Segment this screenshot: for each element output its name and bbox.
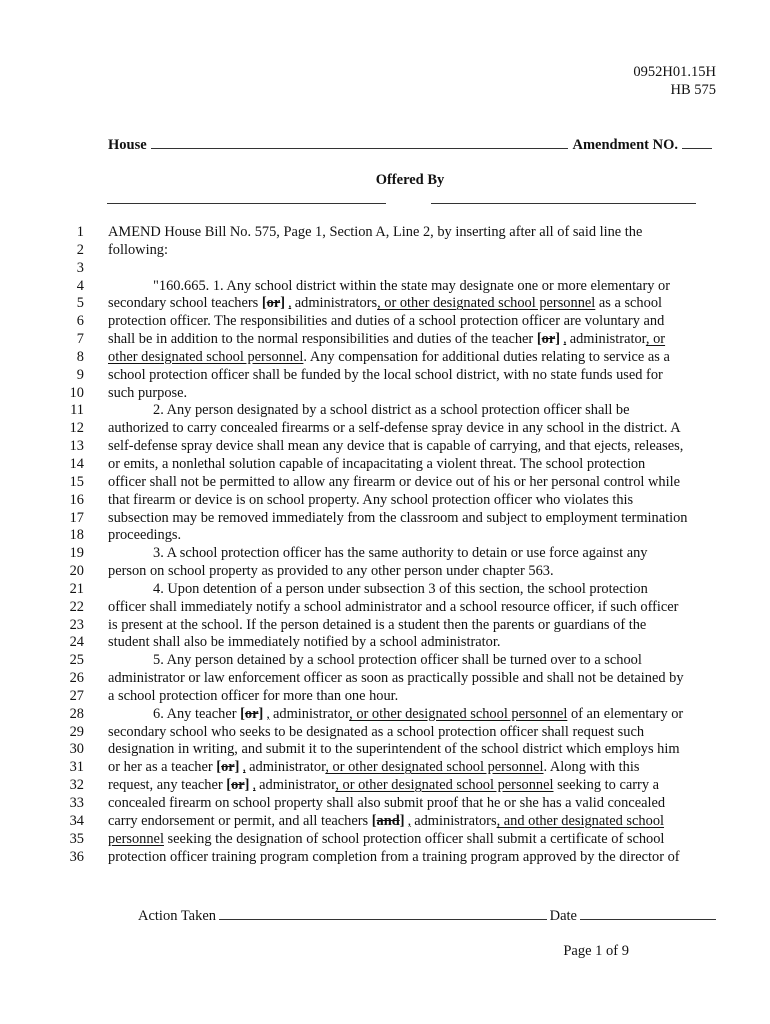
line-number: 11 [70,402,84,419]
offered-by-label: Offered By [375,172,445,188]
body-line [0,849,770,867]
house-label: House [108,137,147,153]
line-number: 18 [69,527,84,544]
line-number: 28 [69,705,84,722]
body-line [0,831,770,849]
body-line [0,295,770,313]
deleted-text: [and] , [371,812,411,829]
body-line [0,402,770,420]
body-line [0,670,770,688]
body-line [0,741,770,759]
line-text: following: [108,241,168,258]
line-number: 8 [76,348,84,365]
inserted-text: , or other designated school personnel [349,705,568,722]
body-line [0,599,770,617]
body-line [0,510,770,528]
body-line [0,313,770,331]
house-amendment-line [108,136,712,154]
line-number: 35 [69,830,84,847]
line-text: such purpose. [108,384,188,401]
bill-number: HB 575 [670,82,716,98]
line-number: 17 [69,509,84,526]
line-number: 26 [69,670,84,687]
body-line [0,385,770,403]
date-blank [580,907,716,920]
inserted-text: , or other designated school personnel [325,759,544,776]
line-text: subsection may be removed immediately from the classroom and subject to employment termination [108,509,688,526]
line-number: 31 [69,759,84,776]
line-text: carry endorsement or permit, and all teachers [and] , administrators, and other designated school [108,812,665,829]
line-text: secondary school who seeks to be designated as a school protection officer shall request such [108,723,645,740]
line-number: 25 [69,652,84,669]
line-number: 7 [76,331,84,348]
body-line [0,652,770,670]
line-text: other designated school personnel. Any compensation for additional duties relating to service as a [108,348,670,365]
line-text: person on school property as provided to any other person under chapter 563. [108,563,554,580]
line-text: personnel seeking the designation of school protection officer shall submit a certificate of school [108,830,665,847]
body-line [0,438,770,456]
bill-code: 0952H01.15H [633,64,716,80]
line-text: concealed firearm on school property shall also submit proof that he or she has a valid concealed [108,795,666,811]
body-line [0,278,770,296]
line-number: 15 [69,473,84,490]
line-number: 2 [76,241,84,258]
line-text: 3. A school protection officer has the same authority to detain or use force against any [153,545,648,562]
line-text: 2. Any person designated by a school district as a school protection officer shall be [153,402,630,419]
body-line [0,634,770,652]
body-line [0,527,770,545]
line-number: 10 [69,384,84,401]
line-number: 21 [69,580,84,597]
inserted-text: personnel [108,830,164,847]
inserted-text: other designated school personnel [108,348,304,365]
house-blank [151,136,569,149]
line-number: 3 [76,259,84,276]
body-line [0,224,770,242]
line-number: 36 [69,848,84,865]
body-line [0,777,770,795]
action-taken-line [138,907,716,925]
line-number: 19 [69,545,84,562]
body-line [0,795,770,813]
line-number: 27 [69,687,84,704]
line-text: that firearm or device is on school property. Any school protection officer who violates this [108,491,634,508]
line-number: 13 [69,438,84,455]
line-number: 34 [69,812,84,829]
line-text: protection officer training program completion from a training program approved by the director of [108,848,680,865]
body-line [0,349,770,367]
line-text: officer shall immediately notify a school administrator and a school resource officer, if such officer [108,598,679,615]
line-number: 20 [69,563,84,580]
line-text: 5. Any person detained by a school protection officer shall be turned over to a school [153,652,642,669]
body-line [0,260,770,278]
body-line [0,420,770,438]
line-text: a school protection officer for more than one hour. [108,687,399,704]
line-number: 6 [76,313,84,330]
page-number: Page 1 of 9 [563,943,629,959]
inserted-text: , or other designated school personnel [377,295,596,312]
date-label: Date [549,908,577,924]
body-line [0,617,770,635]
body-line [0,492,770,510]
line-number: 33 [69,795,84,811]
action-taken-blank [219,907,547,920]
line-text: or emits, a nonlethal solution capable of incapacitating a violent threat. The school protection [108,455,646,472]
line-text: student shall also be immediately notified by a school administrator. [108,634,501,651]
sponsor-signature-line-2 [431,203,696,204]
body-line [0,331,770,349]
line-text: shall be in addition to the normal responsibilities and duties of the teacher [or] , administrator, or [108,331,666,348]
body-line [0,724,770,742]
body-line [0,456,770,474]
line-text: school protection officer shall be funded by the local school district, with no state funds used for [108,366,663,383]
sponsor-signature-line-1 [107,203,386,204]
line-text: secondary school teachers [or] , administrators, or other designated school personnel as a school [108,295,663,312]
deleted-text: [or] , [240,705,270,722]
line-number: 24 [69,634,84,651]
deleted-text: [or] , [226,777,256,794]
body-line [0,813,770,831]
deleted-text: [or] , [261,295,292,312]
line-number: 16 [69,491,84,508]
line-number: 12 [69,420,84,437]
body-line [0,474,770,492]
line-text: self-defense spray device shall mean any device that is capable of carrying, and that ejects, releases, [108,438,684,455]
line-number: 22 [69,598,84,615]
line-number: 32 [69,777,84,794]
line-text: authorized to carry concealed firearms or a self-defense spray device in any school in the district. A [108,420,681,437]
body-line [0,367,770,385]
deleted-text: [or] , [216,759,246,776]
inserted-text: , or other designated school personnel [335,777,554,794]
body-line [0,706,770,724]
line-text: AMEND House Bill No. 575, Page 1, Section A, Line 2, by inserting after all of said line the [108,224,643,240]
body-line [0,545,770,563]
body-line [0,581,770,599]
deleted-text: [or] , [536,331,567,348]
line-number: 9 [76,366,84,383]
body-line [0,759,770,777]
line-text: request, any teacher [or] , administrator, or other designated school personnel seeking to carry a [108,777,660,794]
amendment-body [0,224,770,866]
line-text: proceedings. [108,527,182,544]
amendment-number-blank [682,136,712,149]
action-taken-label: Action Taken [138,908,217,924]
body-line [0,563,770,581]
body-line [0,242,770,260]
inserted-text: , or [645,331,666,348]
line-number: 23 [69,616,84,633]
line-text: designation in writing, and submit it to the superintendent of the school district which employs him [108,741,680,758]
line-text: "160.665. 1. Any school district within the state may designate one or more elementary or [153,277,671,294]
line-number: 30 [69,741,84,758]
line-number: 4 [76,277,84,294]
amendment-label: Amendment NO. [572,137,678,153]
inserted-text: , and other designated school [496,812,665,829]
line-number: 5 [76,295,84,312]
line-text: administrator or law enforcement officer as soon as practically possible and shall not be detained by [108,670,684,687]
line-number: 1 [76,224,84,240]
line-text: 4. Upon detention of a person under subsection 3 of this section, the school protection [153,580,648,597]
line-number: 14 [69,455,84,472]
line-text: 6. Any teacher [or] , administrator, or other designated school personnel of an elementary or [153,705,684,722]
line-text: protection officer. The responsibilities and duties of a school protection officer are voluntary and [108,313,665,330]
line-number: 29 [69,723,84,740]
body-line [0,688,770,706]
line-text: officer shall not be permitted to allow any firearm or device out of his or her personal control while [108,473,680,490]
line-text: or her as a teacher [or] , administrator, or other designated school personnel. Along with this [108,759,640,776]
line-text: is present at the school. If the person detained is a student then the parents or guardians of the [108,616,647,633]
